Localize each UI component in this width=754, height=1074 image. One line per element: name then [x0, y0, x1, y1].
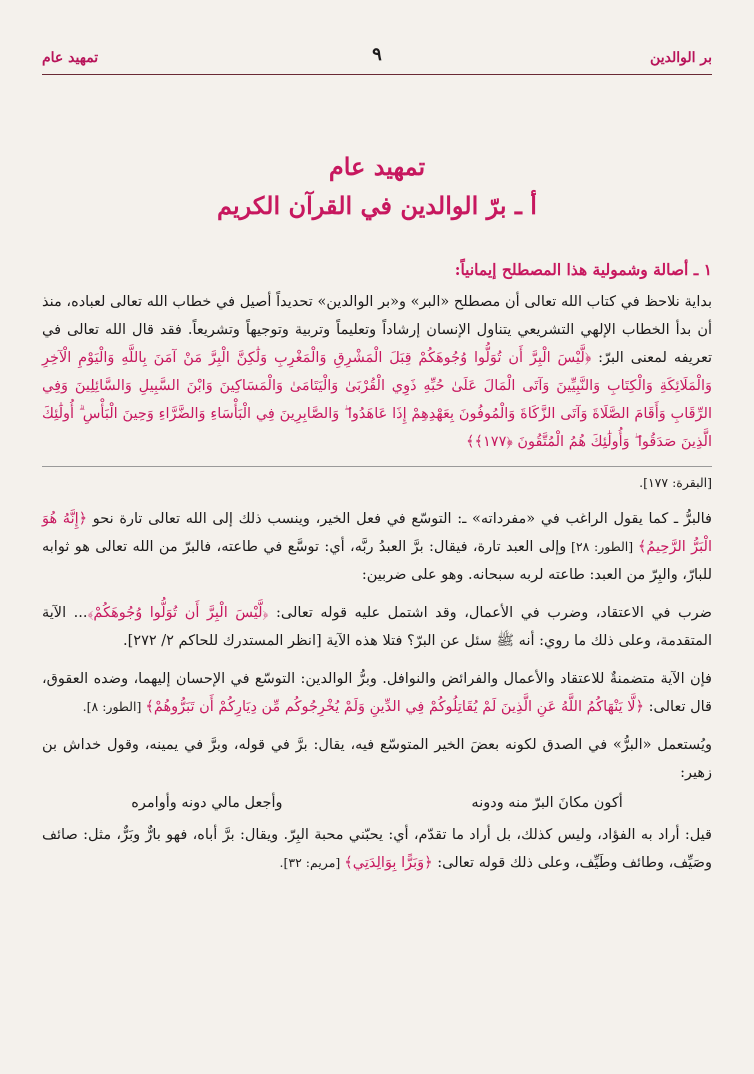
page-number: ٩: [372, 44, 382, 65]
paragraph-text: ... الآية المتقدمة، وعلى ذلك ما روي: أنه ﷺ سئل عن البرّ؟ فتلا هذه الآية [انظر المستدرك للحاكم ٢/ ٢٧٢].: [42, 605, 712, 649]
paragraph-6: [42, 821, 712, 877]
section-title: أ ـ برّ الوالدين في القرآن الكريم: [217, 191, 537, 220]
paragraph-2: [42, 505, 712, 589]
paragraph-text: ضرب في الاعتقاد، وضرب في الأعمال، وقد اشتمل عليه قوله تعالى:: [268, 605, 712, 621]
running-title-left: تمهيد عام: [42, 50, 99, 66]
paragraph-text: قيل: أراد به الفؤاد، وليس كذلك، بل أراد ما تقدّم، أي: يحبّني محبة البِرّ. ويقال: برَّ أباه، فهو بارٌّ وبَرٌّ، مثل: صائف وصَيِّف، وطائف وطَيِّف، وعلى ذلك قوله تعالى:: [42, 827, 712, 871]
paragraph-text: بداية نلاحظ في كتاب الله تعالى أن مصطلح «البر» و«بر الوالدين» تحديداً أصيل في خطاب الله تعالى لعباده، منذ أن بدأ الخطاب الإلهي التشريعي يتناول الإنسان إرشاداً وتعليماً وتربية وتوجيهاً وتشريعاً. فقد قال الله تعالى في تعريفه لمعنى البرّ:: [42, 294, 713, 366]
poem-hemistich-left: وأجعل مالي دونه وأوامره: [131, 795, 283, 811]
running-title-right: بر الوالدين: [650, 50, 712, 66]
main-title: تمهيد عام: [328, 152, 426, 181]
verse-reference: [البقرة: ١٧٧].: [639, 475, 712, 490]
paragraph-5: ويُستعمل «البرُّ» في الصدق لكونه بعضَ الخير المتوسّع فيه، يقال: برَّ في قوله، وبرَّ في يمينه، وقول خداش بن زهير:: [42, 737, 712, 781]
quran-verse: ﴿إِنَّهُ هُوَ الْبَرُّ الرَّحِيمُ﴾: [42, 511, 712, 555]
paragraph-4: [42, 665, 712, 721]
paragraph-text: فإن الآية متضمنةٌ للاعتقاد والأعمال والفرائض والنوافل. وبرُّ الوالدين: التوسّع في الإحسان إليهما، وضده العقوق، قال تعالى:: [42, 671, 712, 715]
verse-reference: [الطور: ٨].: [82, 699, 146, 714]
page-body: [42, 256, 712, 887]
subsection-heading: ١ ـ أصالة وشمولية هذا المصطلح إيمانياً:: [454, 260, 712, 279]
quran-verse: ﴿لَّا يَنْهَاكُمُ اللَّهُ عَنِ الَّذِينَ لَمْ يُقَاتِلُوكُمْ فِي الدِّينِ وَلَمْ يُخْرِجُوكُم مِّن دِيَارِكُمْ أَن تَبَرُّوهُمْ﴾: [145, 699, 645, 715]
chapter-titles: [60, 152, 694, 222]
paragraph-3: [42, 599, 712, 655]
quran-verse: ﴿لَّيْسَ الْبِرَّ أَن تُوَلُّوا وُجُوهَكُمْ﴾: [87, 605, 269, 621]
page-header: [42, 40, 712, 75]
poem-hemistich-right: أكون مكانَ البرّ منه ودونه: [471, 795, 623, 811]
verse-reference: [الطور: ٢٨]: [566, 539, 638, 554]
quran-verse: ﴿لَّيْسَ الْبِرَّ أَن تُوَلُّوا وُجُوهَكُمْ قِبَلَ الْمَشْرِقِ وَالْمَغْرِبِ وَلَٰكِنَّ الْبِرَّ مَنْ آمَنَ بِاللَّهِ وَالْيَوْمِ الْآخِرِ وَالْمَلَائِكَةِ وَالْكِتَابِ وَالنَّبِيِّينَ وَآتَى الْمَالَ عَلَىٰ حُبِّهِ ذَوِي الْقُرْبَىٰ وَالْيَتَامَىٰ وَالْمَسَاكِينَ وَابْنَ السَّبِيلِ وَالسَّائِلِينَ وَفِي الرِّقَابِ وَأَقَامَ الصَّلَاةَ وَآتَى الزَّكَاةَ وَالْمُوفُونَ بِعَهْدِهِمْ إِذَا عَاهَدُوا ۖ وَالصَّابِرِينَ فِي الْبَأْسَاءِ وَالضَّرَّاءِ وَحِينَ الْبَأْسِ ۗ أُولَٰئِكَ الَّذِينَ صَدَقُوا ۖ وَأُولَٰئِكَ هُمُ الْمُتَّقُونَ ﴿١٧٧﴾﴾: [42, 350, 712, 450]
paragraph-text: فالبرُّ ـ كما يقول الراغب في «مفرداته» ـ: التوسّع في فعل الخير، وينسب ذلك إلى الله تعالى تارة نحو: [87, 511, 712, 527]
paragraph-text: وإلى العبد تارة، فيقال: برَّ العبدُ ربَّه، أي: توسَّع في طاعته، فالبرّ من الله تعالى هو ثوابه للبارّ، والبِرّ من العبد: طاعته لربه سبحانه. وهو على ضربين:: [42, 539, 712, 583]
paragraph-1: [42, 288, 712, 456]
poem-verse: [62, 789, 692, 817]
divider: [42, 466, 712, 467]
verse-reference: [مريم: ٣٢].: [279, 855, 345, 870]
quran-verse: ﴿وَبَرًّا بِوَالِدَتِي﴾: [344, 855, 433, 871]
